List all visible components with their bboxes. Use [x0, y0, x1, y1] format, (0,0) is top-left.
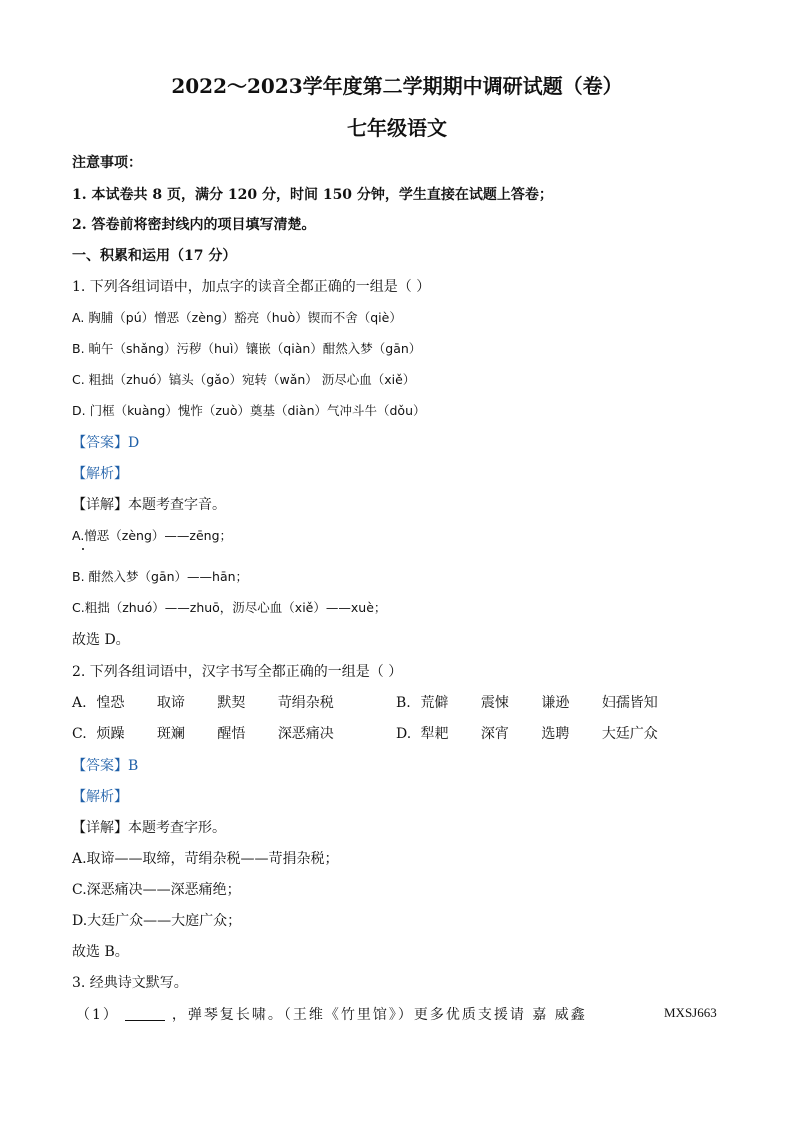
q1-explain-a: A.憎恶（zèng）——zēng；	[72, 528, 233, 543]
q1-option-b: B. 晌午（shǎng）污秽（huì）镶嵌（qiàn）酣然入梦（gān）	[72, 341, 422, 356]
q3-stem: 3. 经典诗文默写。	[72, 975, 188, 991]
q1-option-a: A. 胸脯（pú）憎恶（zèng）豁亮（huò）锲而不舍（qiè）	[72, 310, 402, 325]
q2-stem: 2. 下列各组词语中，汉字书写全都正确的一组是（ ）	[72, 664, 403, 680]
q2-word: 惶恐	[96, 695, 125, 711]
exam-subtitle: 七年级语文	[347, 116, 447, 140]
q1-answer: 【答案】D	[72, 435, 140, 451]
q1-detail: 【详解】本题考查字音。	[72, 497, 226, 513]
q2-word: 深恶痛决	[277, 726, 334, 742]
q2-word: 荒僻	[420, 695, 449, 711]
fill-blank	[125, 1006, 165, 1021]
q2-option-a-label: A.	[72, 695, 87, 711]
q2-option-b-label: B.	[396, 695, 411, 711]
q1-explain-b: B. 酣然入梦（gān）——hān；	[72, 569, 249, 584]
q2-explain-d: D.大廷广众——大庭广众；	[72, 913, 242, 929]
q2-explain-a: A.取谛——取缔，苛绢杂税——苛捐杂税；	[72, 851, 339, 867]
q2-word: 大廷广众	[601, 726, 658, 742]
q2-explain-c: C.深恶痛决——深恶痛绝；	[72, 882, 241, 898]
section-heading: 一、积累和运用（17 分）	[72, 248, 237, 264]
q1-option-c: C. 粗拙（zhuó）镐头（gǎo）宛转（wǎn） 沥尽心血（xiě）	[72, 372, 416, 387]
q2-answer: 【答案】B	[72, 758, 139, 774]
q1-stem: 1. 下列各组词语中，加点字的读音全都正确的一组是（ ）	[72, 279, 431, 295]
notes-item-2: 2. 答卷前将密封线内的项目填写清楚。	[72, 217, 316, 233]
q1-explain-c: C.粗拙（zhuó）——zhuō，沥尽心血（xiě）——xuè；	[72, 600, 387, 615]
notes-heading: 注意事项：	[72, 155, 142, 171]
q2-word: 震悚	[480, 695, 509, 711]
watermark-code: MXSJ663	[664, 1005, 717, 1020]
q2-option-c	[72, 723, 358, 743]
q2-word: 深宵	[480, 726, 509, 742]
q2-word: 选聘	[541, 726, 570, 742]
q2-detail: 【详解】本题考查字形。	[72, 820, 226, 836]
q2-word: 烦躁	[96, 726, 125, 742]
q3-item-1-text: ，弹琴复长啸。（王维《竹里馆》）更多优质支援请 嘉 威鑫	[171, 1007, 587, 1023]
q2-word: 苛绢杂税	[277, 695, 334, 711]
q1-analysis-label: 【解析】	[72, 466, 128, 482]
q2-option-d	[396, 723, 682, 743]
q3-item-1-number: （1）	[76, 1007, 119, 1023]
q1-conclusion: 故选 D。	[72, 632, 130, 648]
q2-option-a	[72, 692, 358, 712]
q2-option-c-label: C.	[72, 726, 87, 742]
q2-word: 斑斓	[156, 726, 185, 742]
q2-word: 取谛	[156, 695, 185, 711]
q2-word: 妇孺皆知	[601, 695, 658, 711]
q1-option-d: D. 门框（kuàng）愧怍（zuò）奠基（diàn）气冲斗牛（dǒu）	[72, 403, 426, 418]
q2-word: 犁耙	[420, 726, 449, 742]
q2-option-d-label: D.	[396, 726, 412, 742]
q2-conclusion: 故选 B。	[72, 944, 129, 960]
q2-word: 醒悟	[217, 726, 246, 742]
q2-option-b	[396, 692, 682, 712]
q2-word: 谦逊	[541, 695, 570, 711]
notes-item-1: 1. 本试卷共 8 页，满分 120 分，时间 150 分钟，学生直接在试题上答卷；	[72, 187, 553, 203]
exam-title: 2022～2023学年度第二学期期中调研试题（卷）	[171, 74, 623, 98]
q2-analysis-label: 【解析】	[72, 789, 128, 805]
emphasis-dot	[82, 548, 84, 550]
q2-word: 默契	[217, 695, 246, 711]
q3-item-1	[76, 1004, 587, 1024]
